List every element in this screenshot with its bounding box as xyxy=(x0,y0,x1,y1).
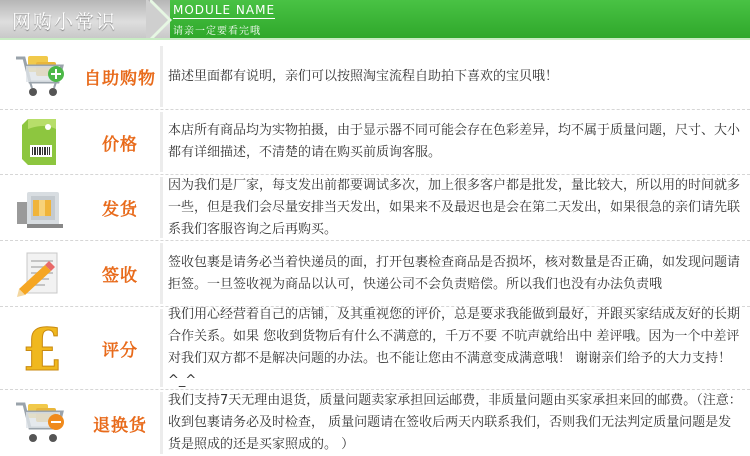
header-arrow-inner xyxy=(146,0,168,40)
list-item-rating xyxy=(0,307,750,390)
divider xyxy=(160,177,163,238)
document-pencil-icon xyxy=(13,249,67,299)
row-label: 价格 xyxy=(102,134,138,155)
pound-sign-icon xyxy=(18,318,62,378)
row-label: 发货 xyxy=(102,200,138,220)
row-description: 因为我们是厂家，每支发出前都要调试多次，加上很多客户都是批发，量比较大，所以用的时间就多一些，但是我们会尽量安排当天发出，如果来不及最迟也是会在第二天发出，如果很急的亲们请先联系我们客服咨询之后再购买。 xyxy=(168,177,741,237)
module-name: MODULE NAME xyxy=(173,3,276,17)
row-label: 退换货 xyxy=(93,415,147,436)
shopping-cart-remove-icon xyxy=(12,398,68,448)
list-item-self-service xyxy=(0,44,750,110)
module-subtitle: 请亲一定要看完哦 xyxy=(173,26,261,37)
list-item-shipping xyxy=(0,175,750,241)
list-item-price xyxy=(0,110,750,175)
row-description: 签收包裹是请务必当着快递员的面，打开包裹检查商品是否损坏，核对数量是否正确，如发现问题请拒签。一旦签收视为商品以认可，快递公司不会负责赔偿。所以我们也没有办法负责哦 xyxy=(168,254,741,292)
row-description: 本店所有商品均为实物拍摄，由于显示器不同可能会存在色彩差异，均不属于质量问题，尺寸、大小都有详细描述，不清楚的请在购买前质询客服。 xyxy=(168,123,741,160)
page-title: 网购小常识 xyxy=(12,11,118,33)
list-item-receipt xyxy=(0,241,750,307)
row-description: 我们支持7天无理由退货，质量问题卖家承担回运邮费，非质量问题由买家承担来回的邮费。（注意：收到包裹请务必及时检查， 质量问题请在签收后两天内联系我们，否则我们无法判定质量问题是发货是照成的还是买家照成的。 ） xyxy=(168,393,742,452)
divider xyxy=(160,112,163,172)
divider xyxy=(160,46,163,107)
row-label: 签收 xyxy=(102,266,138,286)
row-label: 自助购物 xyxy=(84,69,156,89)
section-header xyxy=(0,0,750,40)
divider xyxy=(160,309,163,387)
svg-text:£: £ xyxy=(22,318,62,378)
row-description: 我们用心经营着自己的店铺，及其重视您的评价，总是要求我能做到最好，并跟买家结成友好的长期合作关系。如果 您收到货物后有什么不满意的，千万不要 不吭声就给出中 差评哦。因为一个中差评对我们双方都不是解决问题的办法。也不能让您由不满意变成满意哦！ 谢谢亲们给予的大力支持！^_^ xyxy=(168,307,741,388)
divider xyxy=(160,243,163,304)
row-description: 描述里面都有说明，亲们可以按照淘宝流程自助拍下喜欢的宝贝哦！ xyxy=(168,68,559,84)
shipping-box-icon xyxy=(13,184,67,232)
row-label: 评分 xyxy=(102,340,138,361)
list-item-returns xyxy=(0,390,750,456)
shopping-cart-add-icon xyxy=(12,52,68,102)
price-tag-barcode-icon xyxy=(18,115,62,169)
divider xyxy=(160,392,163,454)
